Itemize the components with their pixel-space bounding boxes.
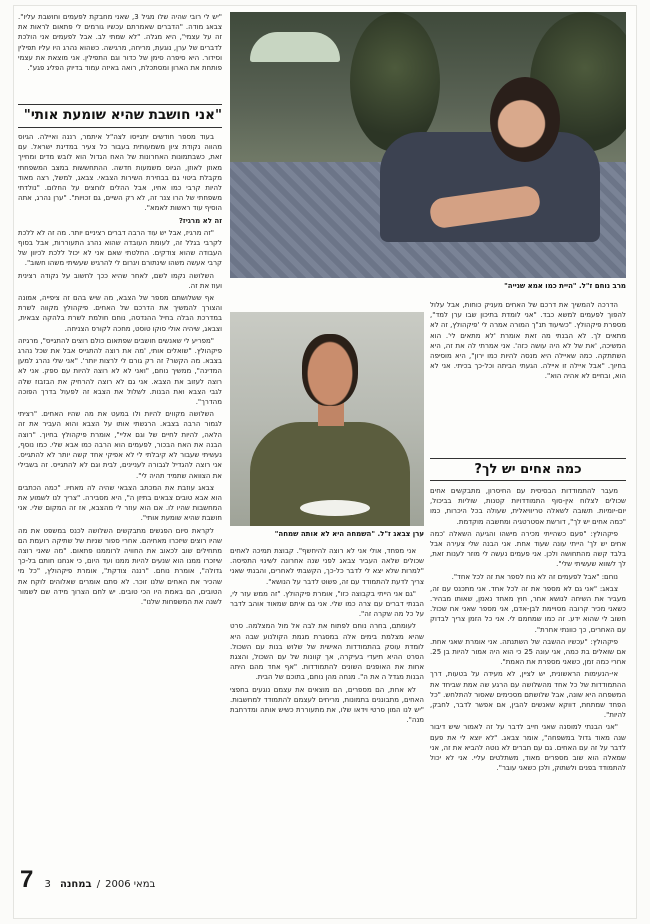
mid-paragraph-4: לא אחת, הם מספרים, הם מוצאים את עצמם נוגעים בחפצי האחים, מתבוננים בתמונות, מריחים לעצמם להתמודד למחשבות. "יש לנו המון סרטי וידאו שלו, את מתעוררת כשיש אותה ומדרחבת מנה". — [230, 685, 424, 725]
left-paragraph-8: לקראת סיום הפגשים מתבקשים השלושה לכנס במשפט את מה שהיו רוצים שיזכרו מאחיהם. אחרי ספור שניות של שתיקה רועמת הם מתחילים שוב לכאוב את החוויה לרוממנו פתאום. "מה שאני רוצה שיזכרו ממנו הוא שנעים להיות ממנו ועד היום, כי אנחנו חותם בל-כך גדולה", אומרת נוחם. "רננה צודקת", אומרת פיקהולץ, "כל מי שהכיר את האחים שלנו זוכר. לא סתם אומרים שאלוהים לוקח את הטובים, הם באמת היו הכי טובים. יש לחם הצרוך מידה שם לשמור לשנה את המשפחות שלנו". — [18, 526, 222, 606]
photo-tree — [350, 12, 440, 152]
right-paragraph-1: מעבר להתמודדות הבסיסית עם החיסרון, מתבקשים אחים שכולים לצלוח אין-סוף התמודדויות קטנות, שוליות בביכול, יום-יומיות. תשובה לשאלה טריוויאלית, שעולה בכל היכרות, כמו "כמה אחים יש לך", דורשת אסטרטגיה ומחשבה מוקדמת. — [430, 487, 626, 526]
right-paragraph-4: צבאג: "אני גם לא מספר את זה לכל אחד. אני מתכנס עם זה, מעביר את השיחה לנושא אחר, חוץ מאחד נאמן, שאותו מבהיר. כשאני מכיר קרובה מסויימת לבן-אדם, אני מספר שאני אח שכול. חשוב לי שהוא ידע. זה כמו שמחמם לי. אני כל הזמן צריך לבדוק עם האחרים, כך כוונתי אחרת". — [430, 584, 626, 634]
left-column — [18, 132, 222, 854]
right-paragraph-3: נוחם: "אבל לפעמים זה לא נוח לספר את זה לכל אחד". — [451, 572, 618, 581]
right-paragraph-6: אי-הנעימות הראשונית, יש לציין, לא מעידה על בטעות, דרך ההתמודדות של כל אחד מהשלושה עם הרגע שה אמת שביחד את המשפחה היא שונה, אבל שלושתם מסכימים שאסור להתלחש. "כל הפחד שמתחת, דווקא שאנשים להבין, אם אפשר לדבר, לחבק, להיות". — [430, 670, 626, 720]
intro-column — [18, 12, 222, 104]
headline-siblings: כמה אחים יש לך? — [474, 462, 582, 477]
left-paragraph-2: "זה מרגיז, אבל יש עוד הרבה דברים רציניים יותר. מה זה לא ללכת לקרבי בגלל זה, לעומת העובדה שהוא נהרג התעוררות, אבל בסוף העבודה שהוא צודקים. החלטתי שאם אני לא יכול ללכת לכיוון של קרבי אעשה משהו שינתורם ויגרום לי להרגיש שעשיתי משהו חשוב". — [18, 228, 222, 268]
left-paragraph-5: "מפריע לי שאנשים חושבים שפתאום כולם רוצים להתגייס", מרגיזה פיקהולץ. "שואלים אותי, 'מה את רוצה להתגייס אבל את שכל נהרג בצבא. מה הקשר? זה רק גורם לי לרצות יותר'. "אני שלי נהרג למען המדינה", ממשיך נוחם, "ואני לא לא רוצה להיות עם ספק. אני לא רוצה לעזוב את הצבא. אני גם לא רוצה להרחיק את הבזבוז שלה לגבי הצבא ואת הבנות. לשלול את הצבא זה לפעול בדרך הפוכה מהדרך". — [18, 336, 222, 407]
right-paragraph-top: הדרכה להמשיך את דרכם של האחים מעניק כוחות, אבל עלול להפוך לפעמים למשא כבד. "אני לומדת בתיכון שבו ערן למד", מספרת פיקהולץ. "כשיעוד תנ"ך המורה אמרה לי 'פיקהולץ, זה לא מתאים לך. לא הבנתי מה זאת אומרת 'לא מתאים לי'. הוא המשיכה, 'את של לא היה עושה כזה'. אני אמרתי לה את זה, היא השתתקה. כמה שאיילה היא מנסה להיות כמו ירון", היא מוסיפה בחיוך. "אבל איילה זו איילה. הגעתי הביתה וכל-כך בכיתי. אני לא הוא, ובחיים לא אהיה הוא". — [430, 301, 626, 381]
left-subhead: זה לא מרגיז? — [178, 216, 222, 225]
left-paragraph-7: צבאג עוזבת את המכתב הצבאי שהיה לה מאחיו. "כמה הכתבים הוא אבא טובים צבאים בתיזן ה", היא מסבירה. "צריך לנו לשמוע את המחשבות שהיו לו. אם הוא עוזר לי מהצבא, אז זה המקום שלי. אני חושבת שהיא שומעת אותי". — [18, 483, 222, 523]
photo-mid-caption: ערן צבאג ז"ל. "השמחה היא לא אותה שמחה" — [274, 530, 424, 538]
photo-person-body — [380, 132, 600, 242]
right-column-bottom — [430, 486, 626, 858]
subhead-rule-bottom — [430, 480, 626, 481]
mid-paragraph-3: לעומתם, בחרה נוחם לפתוח את לבה אל מול המצלמה. סרט שהיא מצלמת בימים אלה במסגרת מגמת הקולנוע שבה היא לומדת עוסק בהתמודדות האישית של שלוש בנות עם השכול. הסרט ההיא תיעדי בעיקרה, אך קוונות של עם השכול, והצגת אחות את האופנים השונים להתמודדות. "אף אחד מהם היתה הבנות מגדל ה את ה". מנחה מהן נוחם, בתוכם של הבית. — [230, 622, 424, 682]
photo-soldier — [230, 312, 424, 526]
page-footer — [20, 866, 320, 892]
headline-quote: "אני חושבת שהיא שומעת אותי" — [23, 107, 222, 123]
photo-top-caption: מרב נוחם ז"ל. "היית כמו אמא שנייה" — [504, 282, 626, 290]
middle-column — [230, 546, 424, 858]
left-paragraph-1: בעוד מספר חודשים יתגייסו לצה"ל איתמר, רננה ואיילה. הגיוס מהווה נקודת ציון משמעותית בעבור כל צעיר במדינת ישראל. עם זאת, כשבתמונות האחרונות של האח הגדול הוא לובש מדים ומחייך מאוזן לאוזן, הגיוס משמעות חדשה. ההתחששות במצב המשפחתי מקבלת ביטוי גם בבחירת השירות הצבאי. צבאג, למשל, רצה מאוד להיות קרבי כמו אחיו, אבל ההלים לוחצים על החלום. "נולדתי משפחתי של הרו צנר זה, לא רק השיים, גם זכויות". "ערן נהרג, אתה הוסיף עוד ראשות לאמא". — [18, 133, 222, 213]
photo-umbrella — [250, 32, 340, 62]
mid-paragraph-1: אני מפחד, אולי אני לא רוצה להיחשף". קבוצת תמיכה לאחים שכולים שלאה העביר צבאג לפני שנה אחרונה לשינוי התפיסה. "למרות שלא יצא לי לדבר כל-כך, הקשבתי לאחרים, והבנתי שאני צריך לדעת להתמודד עם זה, פשוט לדבר על הנושא". — [230, 547, 424, 586]
photo-soldier-head — [302, 334, 358, 406]
mid-paragraph-2: "גם אני הייתי בקבוצה כזו", אומרת פיקהולץ. "זה ממש עזר לי, הבנתי דברים עם צרה כמו שלי. אני גם איתם שמאוד אוהב לדבר על כל מה שקרה זה". — [230, 589, 424, 619]
right-paragraph-2: פיקהולץ: "פעם כשהייתי מכירה מישהו והגיעה השאלה 'כמה אחים יש לך' הייתי עונה שעוד אחת. אני הבנה שלי צעירה אבל בלבד קשה מהתחושה ולכן. אני פעמים נעשה לי מוזר לענות זאת, לך לשווא שעשיתי שלי". — [430, 529, 626, 569]
left-paragraph-4: אף ששלושתם מספר של הצבא, מה שיש בהם זה ציפייה, אמונה והצורך להמשיך את הדרכם של האחים. פיקהולץ מקווה לשרת במדרכת הבלה בחיל ההנדסה, נוחם חולמת לשרת בלהקה צבאית, וצבאג, שיהיה אולי סוקו טוסט, מחכה לקורס הצניחה. — [18, 294, 222, 333]
right-paragraph-7: "אני הבנתי למוסנה שאני חייב לדבר על זה לאמור שיש דיבור שנה מאוד גדול במשפחה", אומר צבאג. "לא יוצא לי את פעם לדבר על זה עם האחים. גם עם חברים לא נוטה להביא את זה, אני שמאלה הוא שוב מספרים מאוד, משתלטים עליי. אני לא יכול להתמודד בפנים ולשתוק, ולכן כשאני עובר". — [430, 723, 626, 773]
issue-date: 3 במאי 2006 — [44, 879, 156, 890]
photo-plate — [300, 500, 370, 516]
left-paragraph-6: השלושה מקווים להיות ולו במעט את מה שהיו האחים. "רציתי לגמור הרבה בצבא. הרגשתי אותו על הצבא והוא העביר את זה הלאה, להיות לחיים של וגם אליי", אומרת פיקהולץ בחיוך. "רוצה הבנה את האח הבכור, לפעמים הוא הרבה כמו אבא שלי. כמו נוסף, נעשיתי שעבור לא קיבלתי לי לא אפיקי אחד קשה יותר לא להתגייס. אני רוצה להגדיל לגבורה לעניינים, לבית וגם לא להתגייס. זה בשבילי את הצוואה שתמיד תהיה לי". — [18, 410, 222, 480]
headline-rule-bottom — [18, 127, 222, 128]
intro-paragraph: "יש לי רובי שהיה שלו מגיל 3, שאני מחבקת לפעמים וחושבת עליו". צבאג מודה. "הדברים שאמרתם עכשיו גורמים לי פתאום לראות את זה על עצמי", היא מגלה. "לא שמתי לב. אבל לפעמים אני הולכת לדברים של ערן, נוגעת, מריחה, מרגישה. כשהוא נהרג היו עליו תפילין וסידור. היא סיפרה סימן של כדור וגם התפילין. אני מוצאת את עצמי פותחת את הארון ומסתכלת, רואה באיזה עמוד בדיוק הפליג פגע". — [18, 13, 222, 73]
left-paragraph-3: השלושה נקמו לשם, לאחר שהיא ככך לחשוב על נקודה רצינית ועוז את זה. — [18, 271, 222, 290]
headline-rule-top — [18, 104, 222, 105]
footer-separator: / — [96, 879, 101, 890]
right-column-top — [430, 300, 626, 456]
photo-woman-lying — [230, 12, 626, 278]
publication-name: במחנה — [60, 879, 92, 890]
subhead-rule-top — [430, 458, 626, 459]
page-number: 7 — [20, 866, 34, 893]
right-paragraph-5: פיקהולץ: "עכשיו ההשבה של השתנתה. אני אומרת שאני אחת. אם שואלים בת כמה, אני עונה 25 כי הוא היה אמור להיות בן 25. אחרי כמה זמן, כשאני מספרת את האמת". — [430, 637, 626, 667]
photo-person-head — [490, 77, 560, 162]
